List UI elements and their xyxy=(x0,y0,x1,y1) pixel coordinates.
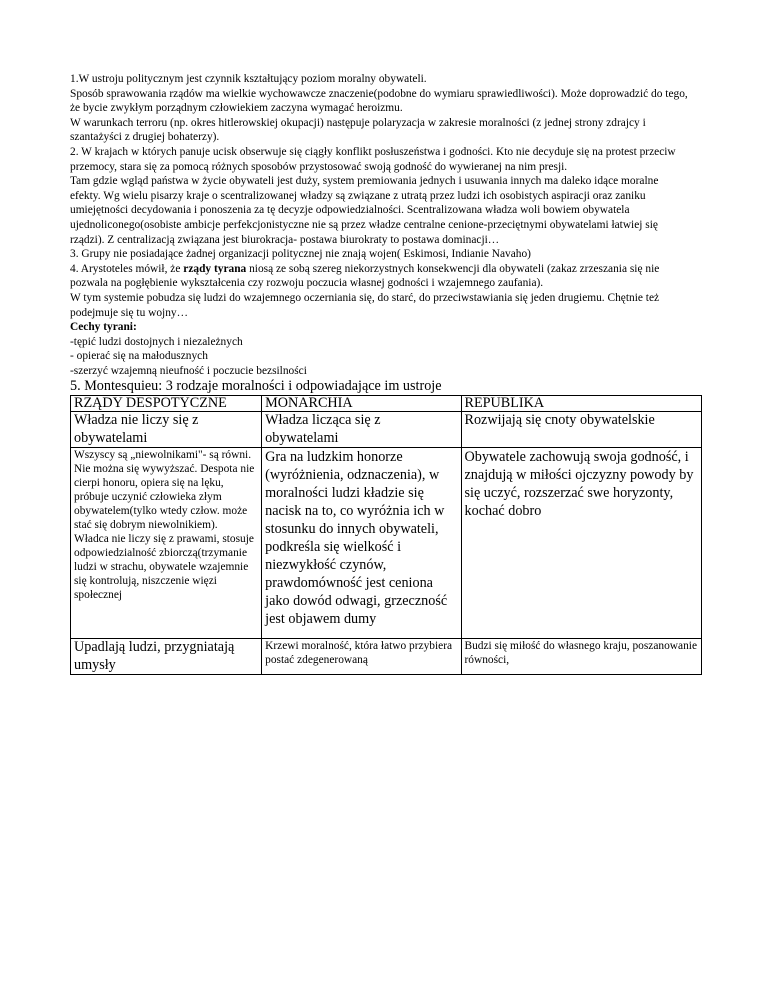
header-monarchy: MONARCHIA xyxy=(262,396,461,412)
paragraph-5: Tam gdzie wgląd państwa w życie obywateli jest duży, system premiowania jednych i usuwania innych ma daleko idące moralne efekty. Wg wielu pisarzy kraje o scentralizowanej władzy są związane z utratą przez ludzi ich osobistych aspiracji oraz zaniku umiejętności decydowania i ponoszenia za tę decyzje odpowiedzialności. Scentralizowana władza woli bowiem obywatela ujednoliconego(osobiste ambicje perfekcjonistyczne nie są przez władze centralne cenione-przeciętnymi obywatelami łatwiej się rządzi). Z centralizacją związana jest biurokracja- postawa biurokraty to postawa dominacji… xyxy=(70,175,659,246)
table-row xyxy=(71,412,702,448)
table-header-row xyxy=(71,396,702,412)
document-page xyxy=(70,72,698,675)
paragraph-1: 1.W ustroju politycznym jest czynnik kształtujący poziom moralny obywateli. xyxy=(70,73,427,85)
despotic-text-a: Wszyscy są „niewolnikami"- są równi. Nie można się wywyższać. Despota nie cierpi honoru, opiera się na lęku, próbuje uczynić człowieka złym obywatelem(tylko wtedy człow. może stać się dobrym niewolnikiem). xyxy=(74,449,255,532)
aristotle-after: niosą ze sobą szereg niekorzystnych konsekwencji dla obywateli (zakaz zrzeszania się nie pozwala na pogłębienie wykształcenia czy rozwoju poczucia własnej godności i wzajemnego zaufania). xyxy=(70,262,660,290)
montesquieu-heading: 5. Montesquieu: 3 rodzaje moralności i odpowiadające im ustroje xyxy=(70,378,442,395)
header-republic: REPUBLIKA xyxy=(461,396,702,412)
table-row xyxy=(71,448,702,639)
governments-table xyxy=(70,395,702,675)
paragraph-aristotle xyxy=(70,262,688,291)
aristotle-bold: rządy tyrana xyxy=(183,262,247,275)
cell-monarchy-description: Gra na ludzkim honorze (wyróżnienia, odznaczenia), w moralności ludzi kładzie się nacisk na to, co wyróżnia ich w stosunku do innych obywateli, podkreśla się wielkość i niezwykłość czynów, prawdomówność jest ceniona jako dowód odwagi, grzeczność jest objawem dumy xyxy=(262,448,461,639)
cell-despotic-effect: Upadlają ludzi, przygniatają umysły xyxy=(71,639,262,675)
header-despotic: RZĄDY DESPOTYCZNE xyxy=(71,396,262,412)
cell-despotic-description xyxy=(71,448,262,639)
cell-despotic-power: Władza nie liczy się z obywatelami xyxy=(71,412,262,448)
cell-monarchy-power: Władza licząca się z obywatelami xyxy=(262,412,461,448)
paragraph-tyranny-system: W tym systemie pobudza się ludzi do wzajemnego oczerniania się, do starć, do przeciwstawiania się jeden drugiemu. Chętnie też podejmuje się tu wojny… xyxy=(70,291,660,319)
cell-republic-virtues: Rozwijają się cnoty obywatelskie xyxy=(461,412,702,448)
paragraph-3: W warunkach terroru (np. okres hitlerowskiej okupacji) następuje polaryzacja w zakresie moralności (z jednej strony zdrajcy i szantażyści z drugiej bohaterzy). xyxy=(70,116,646,144)
cell-republic-description: Obywatele zachowują swoja godność, i znajdują w miłości ojczyzny powody by się uczyć, rozszerzać swe horyzonty, kochać dobro xyxy=(461,448,702,639)
trait-item: - opierać się na małodusznych xyxy=(70,350,208,363)
trait-item: -szerzyć wzajemną nieufność i poczucie bezsilności xyxy=(70,364,307,377)
paragraph-4: 2. W krajach w których panuje ucisk obserwuje się ciągły konflikt posłuszeństwa i godności. Kto nie decyduje się na protest przeciw przemocy, stara się za pomocą różnych sposobów przystosować swoją godność do wywieranej na nim presji. xyxy=(70,145,676,173)
paragraph-2: Sposób sprawowania rządów ma wielkie wychowawcze znaczenie(podobne do wymiaru sprawiedliwości). Może doprowadzić do tego, że bycie zwykłym porządnym człowiekiem zaczyna wymagać heroizmu. xyxy=(70,87,688,115)
aristotle-before: 4. Arystoteles mówił, że xyxy=(70,262,184,275)
trait-item: -tępić ludzi dostojnych i niezależnych xyxy=(70,335,243,348)
cell-monarchy-effect: Krzewi moralność, która łatwo przybiera postać zdegenerowaną xyxy=(262,639,461,675)
paragraph-6: 3. Grupy nie posiadające żadnej organizacji politycznej nie znają wojen( Eskimosi, Indianie Navaho) xyxy=(70,248,531,261)
despotic-text-b: Władca nie liczy się z prawami, stosuje odpowiedzialność zbiorczą(trzymanie ludzi w strachu, obywatele wzajemnie się kontrolują, niszczenie więzi społecznej xyxy=(74,533,254,602)
traits-heading: Cechy tyrani: xyxy=(70,321,137,334)
table-row xyxy=(71,639,702,675)
cell-republic-effect: Budzi się miłość do własnego kraju, poszanowanie równości, xyxy=(461,639,702,675)
